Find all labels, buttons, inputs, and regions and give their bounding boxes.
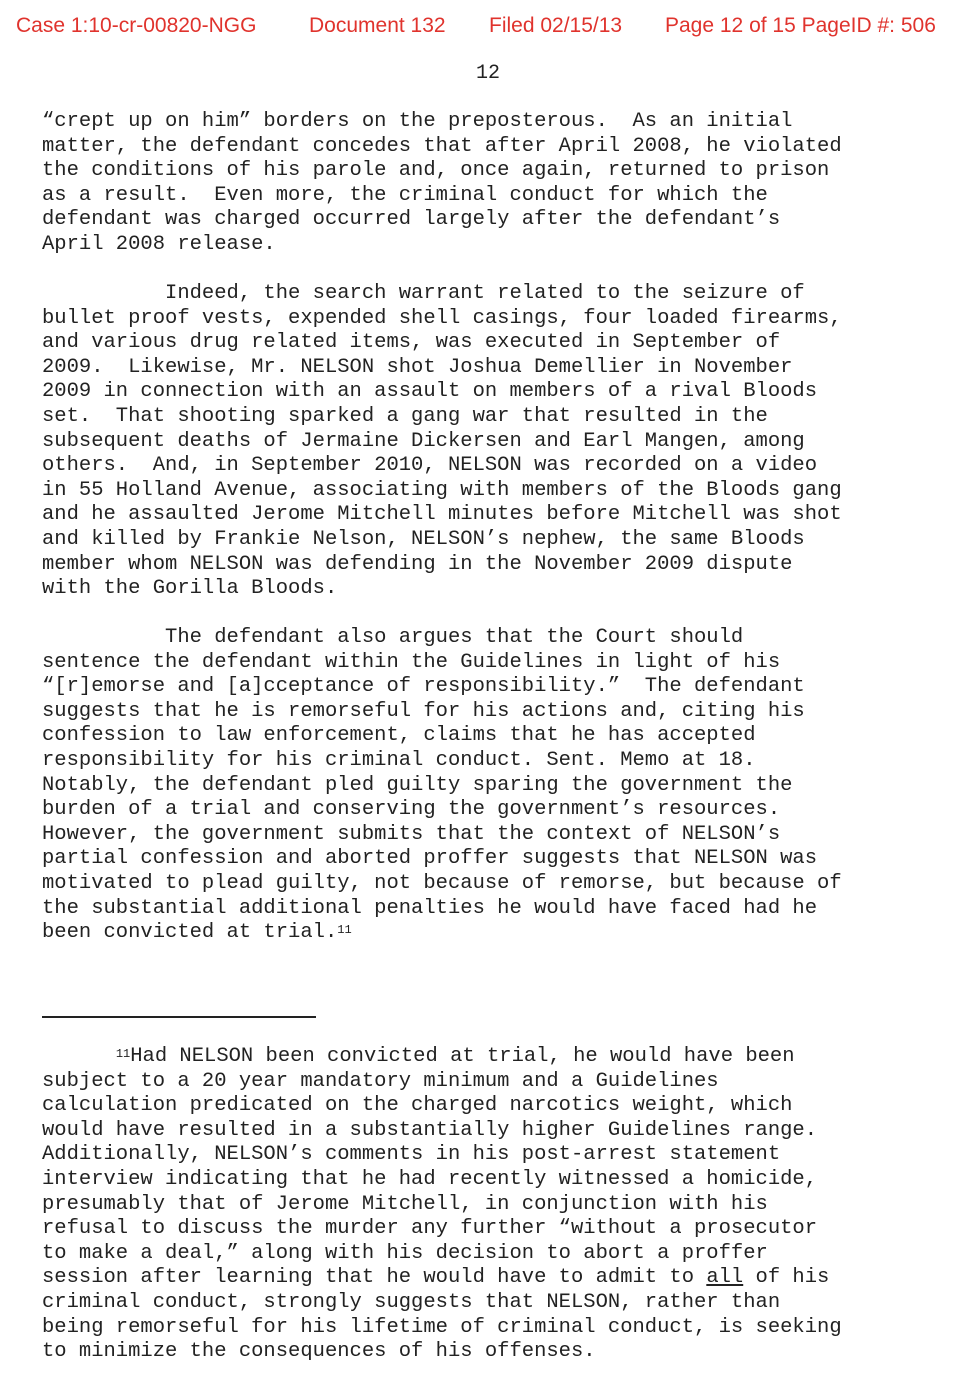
footnote-reference: 11 — [337, 923, 352, 938]
text-line: The defendant also argues that the Court should — [42, 626, 744, 649]
text-line: defendant was charged occurred largely after the defendant’s — [42, 208, 781, 232]
footnote-divider — [42, 1016, 316, 1018]
text-line: and various drug related items, was executed in September of — [42, 331, 781, 355]
text-line: subsequent deaths of Jermaine Dickersen and Earl Mangen, among — [42, 429, 805, 453]
text-line: motivated to plead guilty, not because of remorse, but because of — [42, 871, 842, 895]
paragraph-2 — [42, 282, 842, 602]
text-line: and he assaulted Jerome Mitchell minutes before Mitchell was shot — [42, 503, 842, 527]
text-line — [42, 1266, 842, 1291]
ecf-header — [0, 14, 976, 44]
page-number: 12 — [475, 62, 500, 85]
text-line: suggests that he is remorseful for his actions and, citing his — [42, 699, 805, 723]
text-line: Notably, the defendant pled guilty sparing the government the — [42, 773, 793, 797]
text-line: refusal to discuss the murder any further “without a prosecutor — [42, 1217, 818, 1241]
text-line: responsibility for his criminal conduct. Sent. Memo at 18. — [42, 748, 756, 772]
text-line: with the Gorilla Bloods. — [42, 577, 338, 601]
text-line: to make a deal,” along with his decision to abort a proffer — [42, 1241, 768, 1265]
paragraph-3 — [42, 626, 842, 946]
paragraph-1 — [42, 110, 842, 258]
text-line: confession to law enforcement, claims that he has accepted — [42, 724, 756, 748]
underlined-word: all — [706, 1266, 744, 1290]
text-line: April 2008 release. — [42, 232, 276, 256]
text-segment: of his — [743, 1266, 830, 1290]
footnote-11 — [42, 1045, 842, 1365]
text-line: “crept up on him” borders on the preposterous. As an initial — [42, 110, 793, 133]
text-line: Indeed, the search warrant related to the seizure of — [42, 282, 805, 305]
text-line: presumably that of Jerome Mitchell, in conjunction with his — [42, 1192, 768, 1216]
footnote-marker: 11 — [115, 1047, 131, 1061]
text-line: calculation predicated on the charged narcotics weight, which — [42, 1094, 793, 1118]
text-line: as a result. Even more, the criminal conduct for which the — [42, 183, 768, 207]
text-line: 2009 in connection with an assault on members of a rival Bloods — [42, 380, 818, 404]
text-line: burden of a trial and conserving the government’s resources. — [42, 798, 781, 822]
text-line: set. That shooting sparked a gang war that resulted in the — [42, 404, 768, 428]
text-line: criminal conduct, strongly suggests that NELSON, rather than — [42, 1290, 781, 1314]
text-line: 2009. Likewise, Mr. NELSON shot Joshua Demellier in November — [42, 355, 793, 379]
text-line: interview indicating that he had recently witnessed a homicide, — [42, 1167, 818, 1191]
text-line: matter, the defendant concedes that after April 2008, he violated — [42, 134, 842, 158]
text-line: to minimize the consequences of his offenses. — [42, 1340, 596, 1364]
footnote-first-line — [42, 1045, 842, 1070]
case-number: Case 1:10-cr-00820-NGG — [16, 14, 257, 37]
text-line: and killed by Frankie Nelson, NELSON’s nephew, the same Bloods — [42, 527, 805, 551]
text-line — [42, 921, 842, 946]
text-line: bullet proof vests, expended shell casings, four loaded firearms, — [42, 306, 842, 330]
text-line: others. And, in September 2010, NELSON was recorded on a video — [42, 454, 818, 478]
text-segment: session after learning that he would have to admit to — [42, 1266, 707, 1290]
footnote-text: Had NELSON been convicted at trial, he would have been — [130, 1045, 795, 1068]
text-line: sentence the defendant within the Guidelines in light of his — [42, 650, 781, 674]
text-line: partial confession and aborted proffer suggests that NELSON was — [42, 847, 818, 871]
document-number: Document 132 — [309, 14, 446, 37]
last-line-text: been convicted at trial. — [42, 921, 338, 945]
filed-date: Filed 02/15/13 — [489, 14, 623, 37]
text-line: the conditions of his parole and, once again, returned to prison — [42, 159, 830, 183]
text-line: the substantial additional penalties he would have faced had he — [42, 896, 818, 920]
text-line: Additionally, NELSON’s comments in his post-arrest statement — [42, 1143, 781, 1167]
text-line: However, the government submits that the context of NELSON’s — [42, 822, 781, 846]
text-line: “[r]emorse and [a]cceptance of responsibility.” The defendant — [42, 675, 805, 699]
page-info: Page 12 of 15 PageID #: 506 — [665, 14, 936, 37]
text-line: would have resulted in a substantially higher Guidelines range. — [42, 1118, 818, 1142]
text-line: member whom NELSON was defending in the November 2009 dispute — [42, 552, 793, 576]
text-line: subject to a 20 year mandatory minimum and a Guidelines — [42, 1069, 719, 1093]
text-line: being remorseful for his lifetime of criminal conduct, is seeking — [42, 1315, 842, 1339]
text-line: in 55 Holland Avenue, associating with members of the Bloods gang — [42, 478, 842, 502]
